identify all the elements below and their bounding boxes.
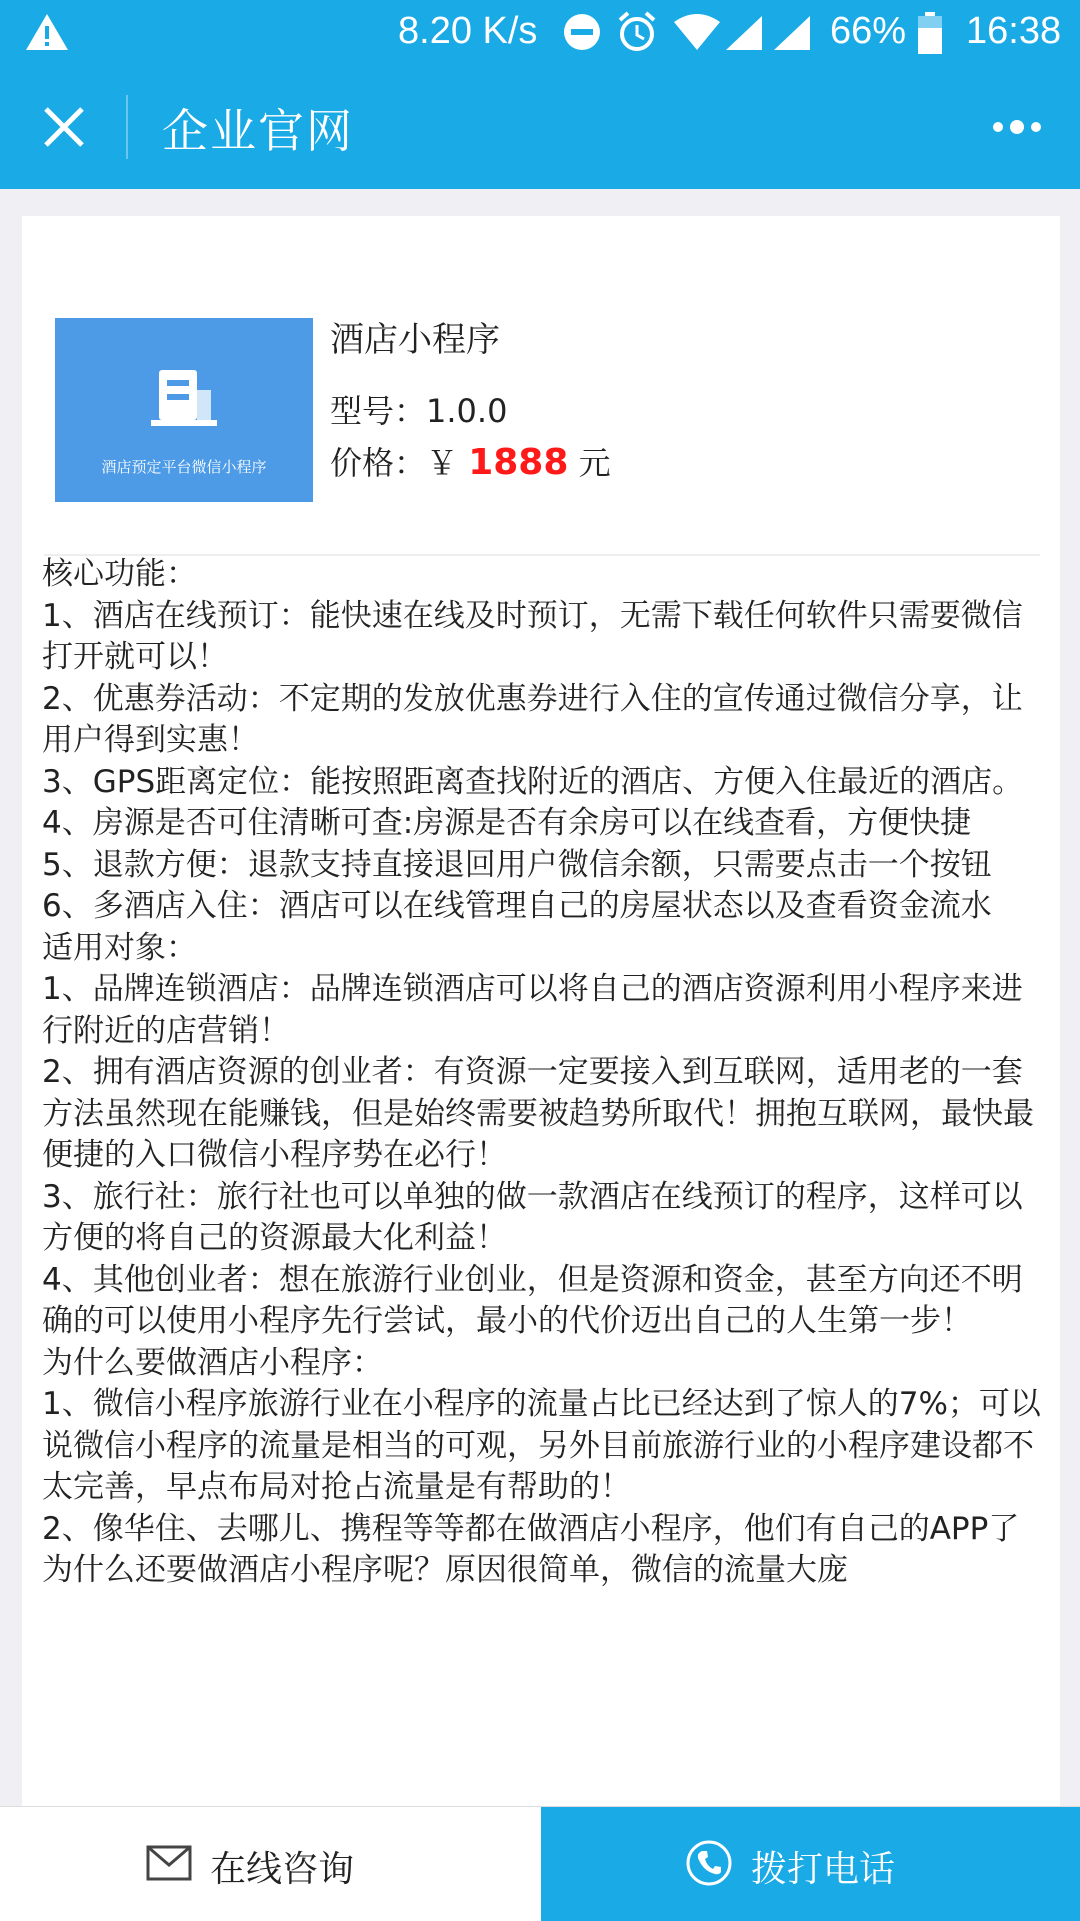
- clock: 16:38: [966, 10, 1062, 52]
- price-value: 1888: [468, 442, 569, 483]
- call-button[interactable]: [541, 1807, 1080, 1921]
- online-consult-button[interactable]: [0, 1807, 541, 1921]
- product-description: [42, 554, 1042, 1592]
- page-title: 企业官网: [162, 104, 354, 158]
- product-name: 酒店小程序: [330, 320, 500, 360]
- desc-line: 1、酒店在线预订：能快速在线及时预订，无需下载任何软件只需要微信打开就可以！: [42, 597, 1023, 675]
- desc-line: 4、其他创业者：想在旅游行业创业，但是资源和资金，甚至方向还不明确的可以使用小程序先行尝试，最小的代价迈出自己的人生第一步！: [42, 1261, 1023, 1339]
- desc-line: 2、拥有酒店资源的创业者：有资源一定要接入到互联网，适用老的一套方法虽然现在能赚钱，但是始终需要被趋势所取代！拥抱互联网，最快最便捷的入口微信小程序势在必行！: [42, 1054, 1034, 1173]
- dnd-icon: [562, 12, 602, 52]
- nav-divider: [126, 95, 128, 159]
- desc-line: 3、旅行社：旅行社也可以单独的做一款酒店在线预订的程序，这样可以方便的将自己的资源最大化利益！: [42, 1178, 1023, 1256]
- signal-icon: [772, 14, 812, 52]
- product-model: [330, 386, 507, 432]
- model-label: 型号：: [330, 392, 427, 430]
- nav-bar: [0, 65, 1080, 189]
- currency-symbol: ￥: [426, 444, 459, 482]
- desc-heading: 为什么要做酒店小程序：: [42, 1344, 383, 1381]
- desc-line: 6、多酒店入住：酒店可以在线管理自己的房屋状态以及查看资金流水: [42, 888, 992, 924]
- building-icon: [151, 368, 217, 428]
- mail-icon: [146, 1845, 192, 1881]
- bottom-action-bar: [0, 1806, 1080, 1921]
- call-label: 拨打电话: [751, 1849, 896, 1890]
- price-unit: 元: [578, 444, 611, 482]
- net-speed: 8.20 K/s: [398, 10, 538, 52]
- signal-icon: [724, 14, 764, 52]
- close-icon[interactable]: [40, 103, 88, 151]
- desc-line: 4、房源是否可住清晰可查:房源是否有余房可以在线查看，方便快捷: [42, 805, 972, 841]
- consult-label: 在线咨询: [210, 1849, 355, 1890]
- wifi-icon: [672, 14, 722, 52]
- product-card: [22, 216, 1060, 1816]
- alarm-icon: [616, 10, 658, 54]
- phone-icon: [685, 1839, 733, 1887]
- image-caption: 酒店预定平台微信小程序: [101, 458, 267, 476]
- desc-line: 5、退款方便：退款支持直接退回用户微信余额，只需要点击一个按钮: [42, 846, 992, 883]
- more-icon[interactable]: [990, 117, 1044, 137]
- desc-line: 1、品牌连锁酒店：品牌连锁酒店可以将自己的酒店资源利用小程序来进行附近的店营销！: [42, 971, 1023, 1049]
- battery-percent: 66%: [830, 10, 907, 52]
- warning-icon: [24, 12, 70, 52]
- model-value: 1.0.0: [426, 392, 508, 430]
- desc-heading: 适用对象：: [42, 929, 197, 966]
- desc-heading: 核心功能：: [42, 556, 197, 592]
- desc-line: 2、优惠券活动：不定期的发放优惠券进行入住的宣传通过微信分享，让用户得到实惠！: [42, 680, 1023, 758]
- product-image[interactable]: [55, 318, 313, 502]
- desc-line: 3、GPS距离定位：能按照距离查找附近的酒店、方便入住最近的酒店。: [42, 763, 1024, 800]
- price-label: 价格：: [330, 444, 427, 482]
- product-price: [330, 438, 611, 484]
- desc-line: 2、像华住、去哪儿、携程等等都在做酒店小程序，他们有自己的APP了为什么还要做酒店小程序呢？原因很简单，微信的流量大庞: [42, 1510, 1020, 1588]
- battery-icon: [918, 12, 942, 54]
- desc-line: 1、微信小程序旅游行业在小程序的流量占比已经达到了惊人的7%；可以说微信小程序的流量是相当的可观，另外目前旅游行业的小程序建设都不太完善，早点布局对抢占流量是有帮助的！: [42, 1386, 1041, 1505]
- status-bar: [0, 0, 1080, 65]
